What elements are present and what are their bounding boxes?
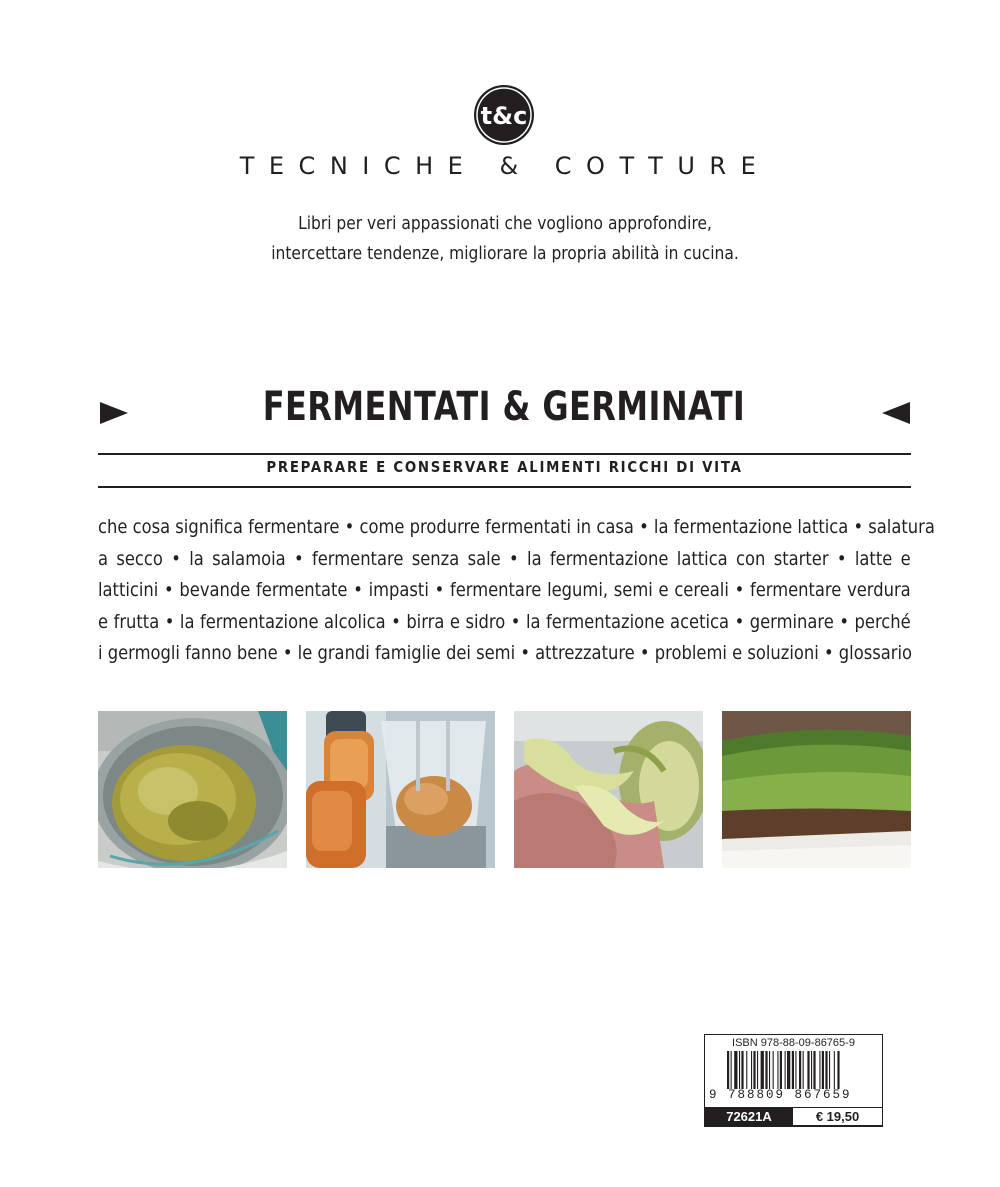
barcode-stripe (792, 1051, 794, 1089)
barcode-stripe (822, 1051, 824, 1089)
product-code: 72621A (705, 1108, 793, 1126)
logo-text: t&c (480, 102, 528, 130)
barcode-stripe (741, 1051, 743, 1089)
barcode-stripe (751, 1051, 752, 1089)
barcode-stripe (739, 1051, 740, 1089)
topics-line: che cosa significa fermentare • come produrre fermentati in casa • la fermentazione lattica • salatura (98, 516, 935, 538)
barcode-stripe (829, 1051, 830, 1089)
barcode-stripe (813, 1051, 815, 1089)
tagline-line: intercettare tendenze, migliorare la propria abilità in cucina. (271, 243, 739, 264)
barcode-digits: 9 788809 867659 (709, 1088, 852, 1102)
brand-logo (473, 84, 535, 146)
barcode-stripe (746, 1051, 747, 1089)
topics-line: latticini • bevande fermentate • impasti • fermentare legumi, semi e cereali • fermentare verdura (98, 579, 911, 601)
photo-sprouts-tray (722, 711, 911, 868)
barcode-stripe (819, 1051, 820, 1089)
barcode-stripe (773, 1051, 774, 1089)
left-pointing-triangle-icon (882, 402, 910, 424)
topics-line: a secco • la salamoia • fermentare senza sale • la fermentazione lattica con starter • latte e (98, 547, 911, 570)
photo-colander-seeds (98, 711, 287, 868)
barcode-stripe (769, 1051, 770, 1089)
barcode-stripe (799, 1051, 801, 1089)
barcode-stripe (765, 1051, 767, 1089)
topics-line: i germogli fanno bene • le grandi famiglie dei semi • attrezzature • problemi e soluzioni • glossario (98, 642, 913, 664)
book-subtitle: PREPARARE E CONSERVARE ALIMENTI RICCHI DI VITA (266, 458, 743, 476)
barcode-stripe (727, 1051, 729, 1089)
topics-line: e frutta • la fermentazione alcolica • birra e sidro • la fermentazione acetica • germinare • perché (98, 610, 911, 633)
photo-bottles-blender (306, 711, 495, 868)
barcode-stripe (795, 1051, 796, 1089)
barcode-stripe (734, 1051, 737, 1089)
barcode-stripe (837, 1051, 839, 1089)
barcode-stripe (777, 1051, 778, 1089)
tagline-line: Libri per veri appassionati che vogliono approfondire, (298, 213, 712, 234)
barcode-bars (727, 1051, 874, 1089)
barcode-stripe (761, 1051, 764, 1089)
price: € 19,50 (815, 1109, 860, 1124)
barcode-stripe (731, 1051, 732, 1089)
divider-rule (98, 486, 911, 488)
barcode-stripe (757, 1051, 758, 1089)
photo-hand-cabbage (514, 711, 703, 868)
divider-rule (98, 453, 911, 455)
barcode-stripe (811, 1051, 812, 1089)
book-title: FERMENTATI & GERMINATI (262, 384, 746, 430)
price-row (704, 1107, 883, 1127)
barcode-stripe (807, 1051, 809, 1089)
series-title: TECNICHE & COTTURE (239, 152, 771, 180)
barcode-stripe (753, 1051, 755, 1089)
barcode-stripe (825, 1051, 827, 1089)
barcode-stripe (787, 1051, 790, 1089)
isbn-number: ISBN 978-88-09-86765-9 (732, 1037, 855, 1049)
barcode-stripe (780, 1051, 782, 1089)
barcode-stripe (803, 1051, 804, 1089)
barcode-stripe (834, 1051, 835, 1089)
barcode-stripe (785, 1051, 786, 1089)
series-tagline (71, 209, 940, 269)
topics-list (98, 512, 935, 670)
